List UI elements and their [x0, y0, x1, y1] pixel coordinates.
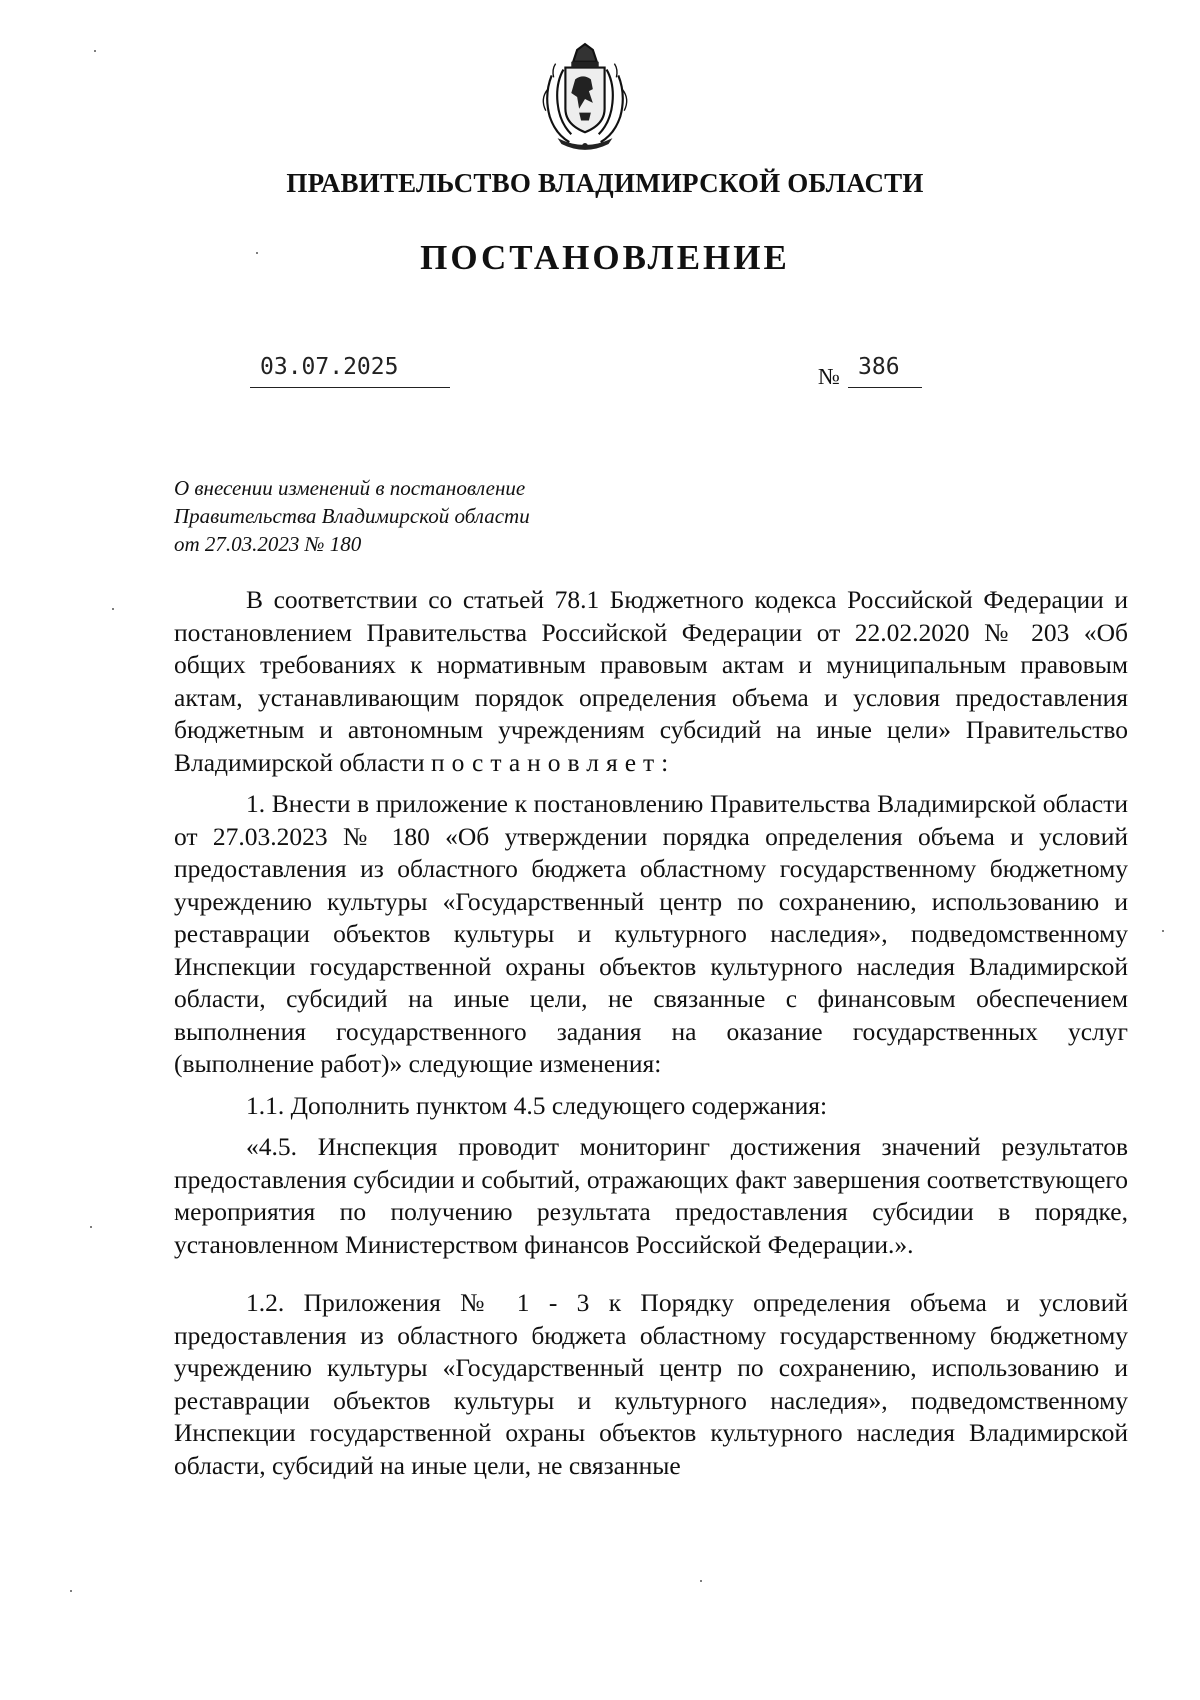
item-1-paragraph: 1. Внести в приложение к постановлению Правительства Владимирской области от 27.03.2023 № 180 «Об утверждении порядка определения объема и условий предоставления из областного бюджета областному государственному бюджетному учреждению культуры «Государственный центр по сохранению, использованию и реставрации объектов культуры и культурного наследия», подведомственному Инспекции государственной охраны объектов культурного наследия Владимирской области, субсидий на иные цели, не связанные с финансовым обеспечением выполнения государственного задания на оказание государственных услуг (выполнение работ)» следующие изменения: [174, 789, 1128, 1078]
subject-line: Правительства Владимирской области [174, 504, 530, 528]
organization-title: ПРАВИТЕЛЬСТВО ВЛАДИМИРСКОЙ ОБЛАСТИ [286, 168, 924, 198]
scan-speck [112, 608, 114, 610]
item-4-5-paragraph: «4.5. Инспекция проводит мониторинг достижения значений результатов предоставления субсидии и событий, отражающих факт завершения соответствующего мероприятия по получению результата предоставления субсидии в порядке, установленном Министерством финансов Российской Федерации.». [174, 1132, 1128, 1259]
subject-line: от 27.03.2023 № 180 [174, 532, 362, 556]
document-body [174, 584, 1128, 1491]
number-sign: № [818, 364, 840, 389]
coat-of-arms-emblem [536, 40, 634, 152]
scan-speck [94, 50, 96, 52]
scan-speck [256, 252, 258, 254]
preamble-text: В соответствии со статьей 78.1 Бюджетного кодекса Российской Федерации и постановлением Правительства Российской Федерации от 22.02.2020 № 203 «Об общих требованиях к нормативным правовым актам и муниципальным правовым актам, устанавливающим порядок определения объема и условия предоставления бюджетным и автономным учреждениям субсидий на иные цели» Правительство Владимирской области [174, 585, 1128, 777]
document-date: 03.07.2025 [250, 354, 450, 388]
scan-speck [1162, 930, 1164, 932]
resolves-word: постановляет: [431, 747, 676, 777]
scan-speck [700, 1580, 702, 1582]
item-1-2-paragraph: 1.2. Приложения № 1 - 3 к Порядку определения объема и условий предоставления из областного бюджета областному государственному бюджетному учреждению культуры «Государственный центр по сохранению, использованию и реставрации объектов культуры и культурного наследия», подведомственному Инспекции государственной охраны объектов культурного наследия Владимирской области, субсидий на иные цели, не связанные [174, 1288, 1128, 1480]
scan-speck [70, 1590, 72, 1592]
subject-line: О внесении изменений в постановление [174, 476, 526, 500]
document-subject [174, 474, 634, 558]
scan-speck [90, 1226, 92, 1228]
preamble-paragraph [174, 584, 1128, 779]
item-1-1-paragraph: 1.1. Дополнить пунктом 4.5 следующего содержания: [246, 1090, 828, 1120]
document-number: 386 [848, 354, 922, 388]
document-type-title: ПОСТАНОВЛЕНИЕ [420, 238, 790, 277]
